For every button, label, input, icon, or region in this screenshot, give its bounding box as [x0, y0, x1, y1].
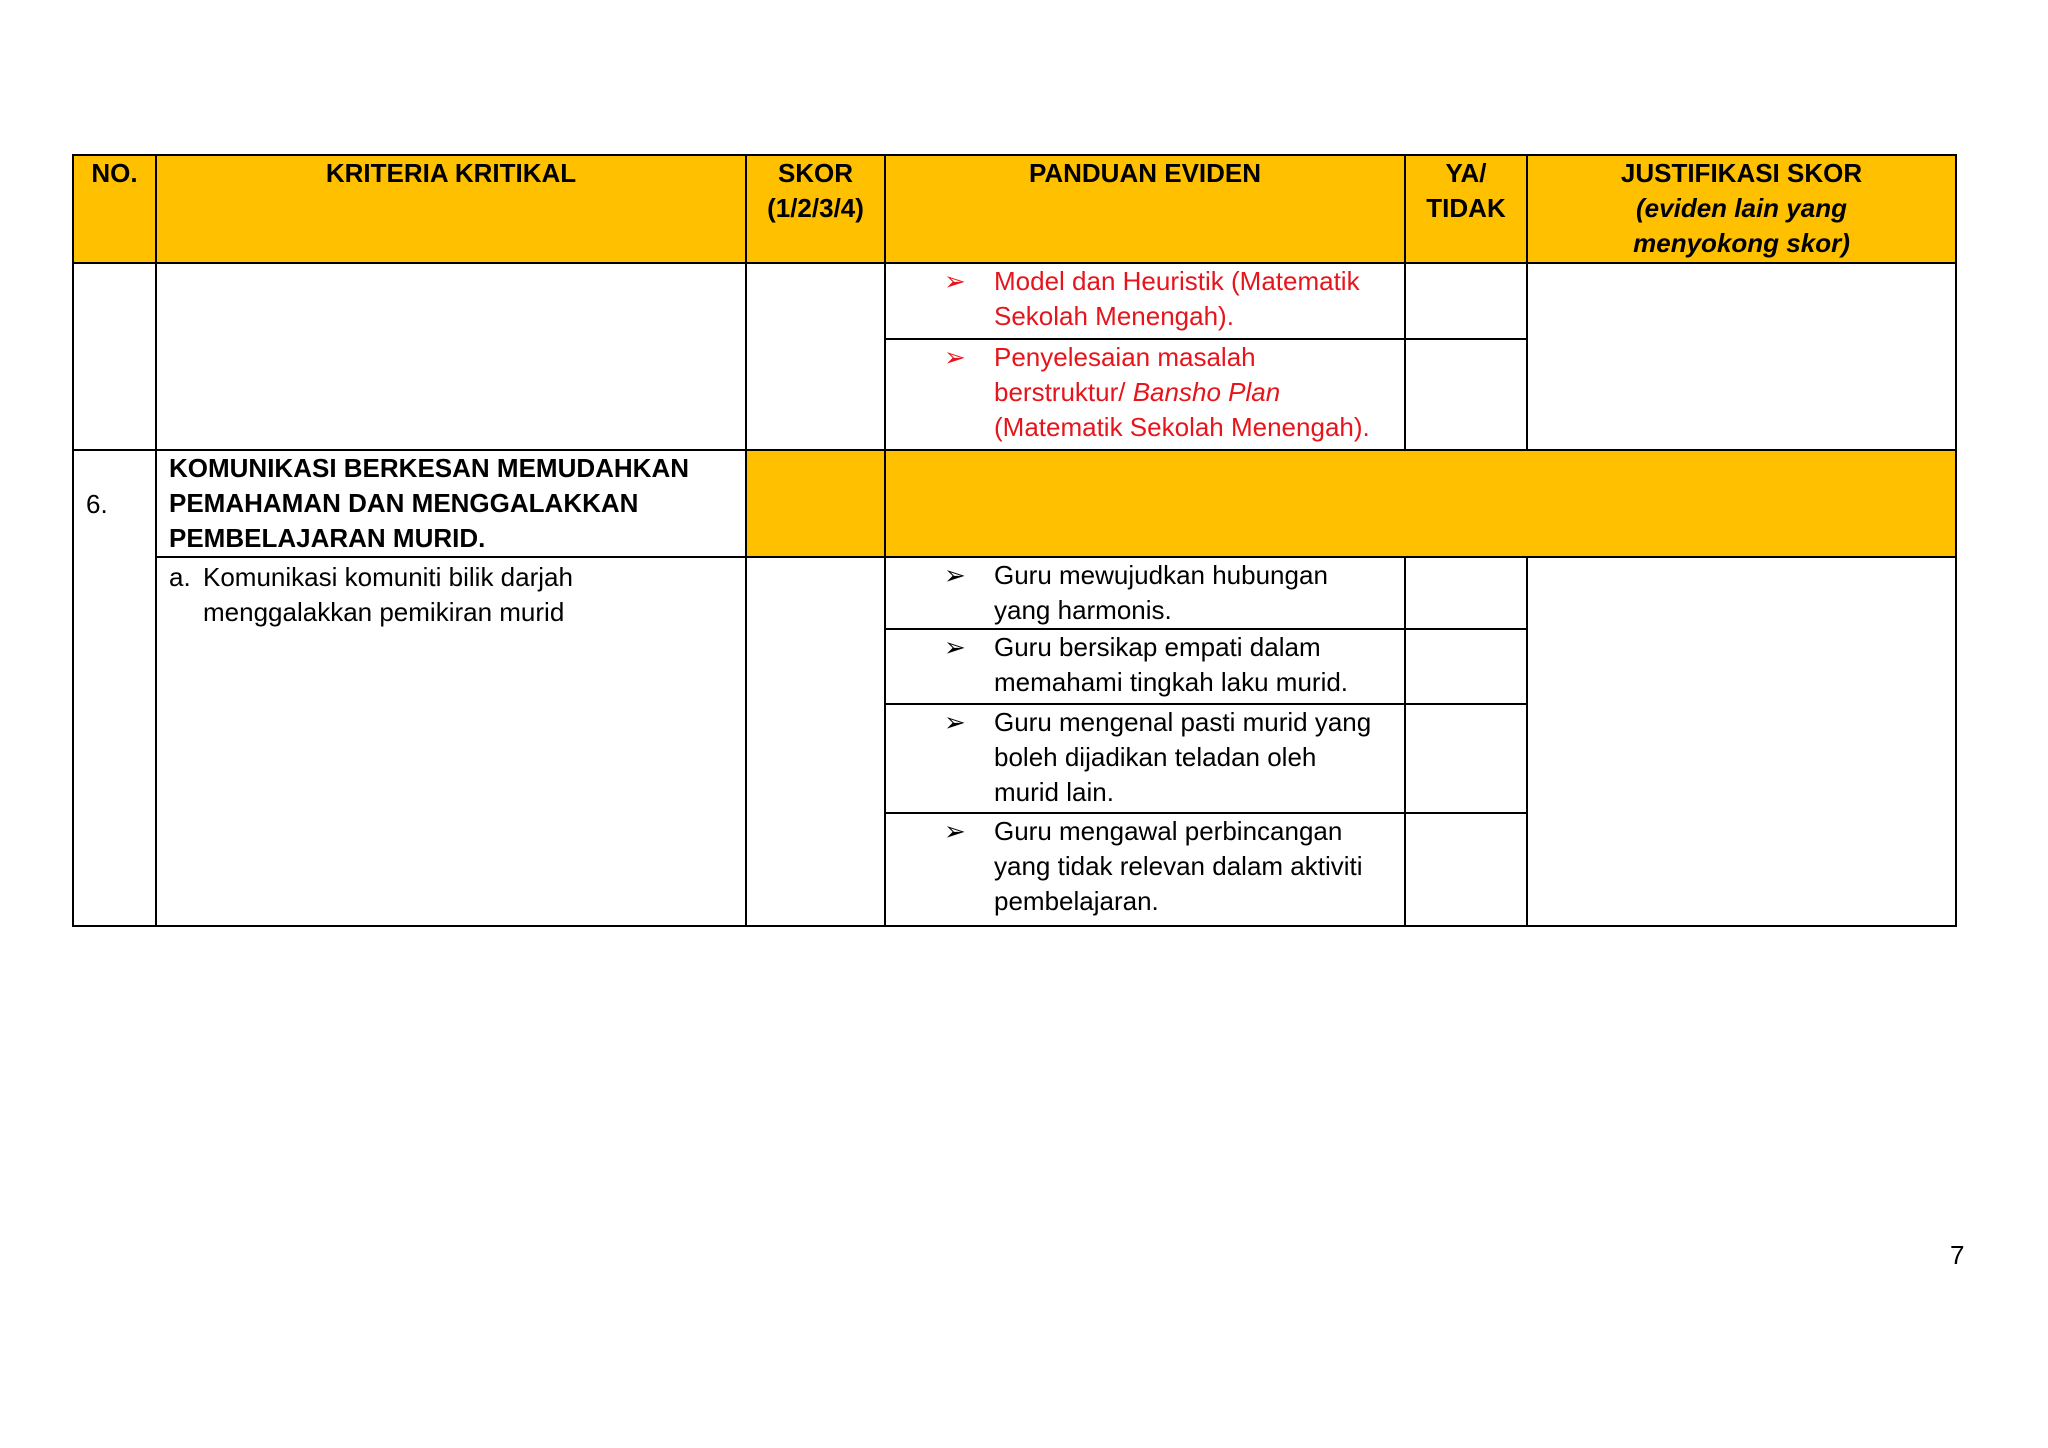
arrowhead-bullet-icon: ➢ — [944, 632, 966, 662]
criterion-a-score-cell[interactable] — [746, 557, 885, 926]
continued-score-cell[interactable] — [746, 263, 885, 450]
evidence-item: ➢ Guru mewujudkan hubungan yang harmonis. — [885, 557, 1405, 629]
evidence-item: ➢ Guru bersikap empati dalam memahami tingkah laku murid. — [885, 629, 1405, 704]
evidence-item: ➢ Model dan Heuristik (Matematik Sekolah Menengah). — [885, 263, 1405, 339]
ya-tidak-cell[interactable] — [1405, 557, 1527, 629]
evidence-item: ➢ Penyelesaian masalah berstruktur/ Bansho Plan (Matematik Sekolah Menengah). — [885, 339, 1405, 450]
continued-no-cell — [73, 263, 156, 450]
section-number: 6. — [73, 450, 156, 926]
section-highlight-cell — [885, 450, 1956, 557]
continued-row-1 — [73, 263, 1956, 339]
section-score-cell — [746, 450, 885, 557]
rubric-table — [72, 154, 1957, 927]
arrowhead-bullet-icon: ➢ — [944, 816, 966, 846]
section-6-row — [73, 450, 1956, 557]
criterion-a-row-1 — [73, 557, 1956, 629]
arrowhead-bullet-icon: ➢ — [944, 707, 966, 737]
criterion-a-cell: a. Komunikasi komuniti bilik darjah menggalakkan pemikiran murid — [156, 557, 746, 926]
page-number: 7 — [1950, 1240, 1965, 1270]
ya-tidak-cell[interactable] — [1405, 339, 1527, 450]
ya-tidak-cell[interactable] — [1405, 813, 1527, 926]
header-row — [73, 155, 1956, 263]
justifikasi-cell[interactable] — [1527, 557, 1956, 926]
section-title: KOMUNIKASI BERKESAN MEMUDAHKAN PEMAHAMAN DAN MENGGALAKKAN PEMBELAJARAN MURID. — [156, 450, 746, 557]
arrowhead-bullet-icon: ➢ — [944, 560, 966, 590]
arrowhead-bullet-icon: ➢ — [944, 266, 966, 296]
ya-tidak-cell[interactable] — [1405, 629, 1527, 704]
header-kriteria: KRITERIA KRITIKAL — [156, 155, 746, 263]
arrowhead-bullet-icon: ➢ — [944, 342, 966, 372]
ya-tidak-cell[interactable] — [1405, 263, 1527, 339]
evidence-item: ➢ Guru mengenal pasti murid yang boleh dijadikan teladan oleh murid lain. — [885, 704, 1405, 813]
header-no: NO. — [73, 155, 156, 263]
header-panduan: PANDUAN EVIDEN — [885, 155, 1405, 263]
header-skor: SKOR (1/2/3/4) — [746, 155, 885, 263]
header-ya-tidak: YA/ TIDAK — [1405, 155, 1527, 263]
evidence-item: ➢ Guru mengawal perbincangan yang tidak relevan dalam aktiviti pembelajaran. — [885, 813, 1405, 926]
ya-tidak-cell[interactable] — [1405, 704, 1527, 813]
justifikasi-cell[interactable] — [1527, 263, 1956, 450]
header-justifikasi: JUSTIFIKASI SKOR (eviden lain yang menyokong skor) — [1527, 155, 1956, 263]
continued-criteria-cell — [156, 263, 746, 450]
